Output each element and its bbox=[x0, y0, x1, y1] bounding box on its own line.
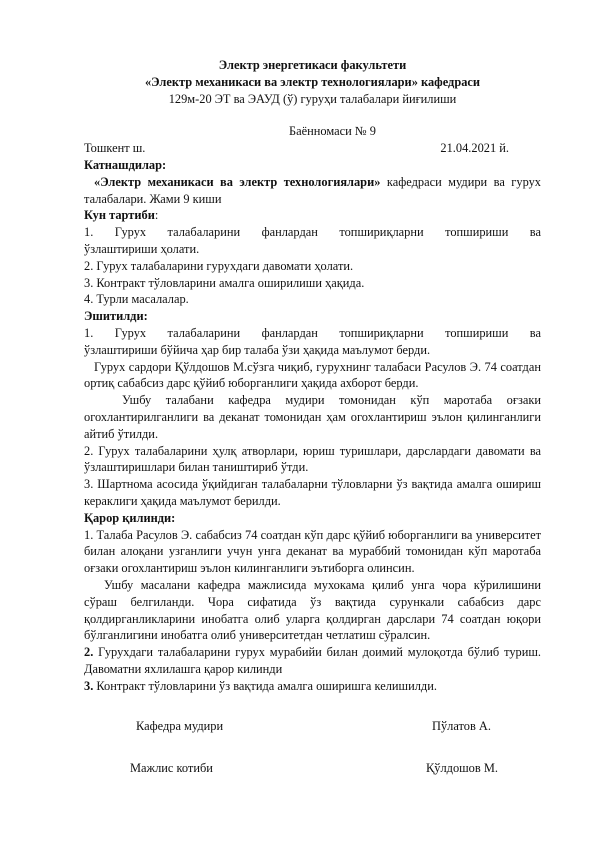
meeting-heading: 129м-20 ЭТ ва ЭАУД (ў) гуруҳи талабалари йиғилиши bbox=[168, 91, 457, 106]
decision-paragraph: 1. Талаба Расулов Э. сабабсиз 74 соатдан кўп дарс қўйиб юборганлиги ва университет билан алоқани узганлиги учун унга деканат ва мураббий томонидан кўп маротаба оғзаки огохлантириш эълон килинганлиги эътиборга олинсин. bbox=[84, 527, 541, 576]
agenda-item: ўзлаштириши ҳолати. bbox=[84, 241, 200, 256]
signature-secretary bbox=[84, 760, 541, 780]
signature-head bbox=[84, 718, 541, 738]
spacer bbox=[84, 738, 541, 760]
secretary-name: Қўлдошов М. bbox=[426, 761, 498, 776]
department-name: «Электр механикаси ва электр технологиялари» bbox=[94, 174, 381, 189]
decision-paragraph: Ушбу масалани кафедра мажлисида мухокама қилиб унга чора кўрилишини сўраш белгиланди. Чора сифатида ўз вақтида сурункали сабабсиз дарс қолдирганликларини инобатга олиб уларга қолдирган дарслари 74 соатдан юқори бўлганлигини инобатга олиб университетдан четлатиш сўралсин. bbox=[84, 577, 541, 643]
place: Тошкент ш. bbox=[84, 141, 146, 156]
heard-paragraph: 2. Гурух талабаларини ҳулқ атворлари, юриш туришлари, дарслардаги давомати ва ўзлаштиришлари билан таништириб ўтди. bbox=[84, 443, 541, 475]
faculty-heading: Электр энергетикаси факультети bbox=[218, 58, 407, 72]
attendees-text bbox=[84, 174, 541, 208]
place-date-row bbox=[84, 140, 541, 157]
decision-heading: Қарор қилинди: bbox=[84, 510, 176, 525]
agenda-item: 4. Турли масалалар. bbox=[84, 292, 189, 307]
heard-paragraph: Ушбу талабани кафедра мудири томонидан кўп маротаба оғзаки огохлантирилганлиги ва деканат томонидан ҳам огохлантириш эълон қилинганлиги айтиб ўтилди. bbox=[84, 393, 541, 441]
heard-paragraph: Гурух сардори Қўлдошов М.сўзга чиқиб, гурухнинг талабаси Расулов Э. 74 соатдан ортиқ сабабсиз дарс қўйиб юборганлиги ҳақида ахборот берди. bbox=[84, 359, 541, 391]
protocol-title: Баённомаси № 9 bbox=[289, 124, 376, 139]
secretary-title: Мажлис котиби bbox=[130, 761, 213, 776]
spacer bbox=[84, 694, 541, 718]
decision-item: 2. Гурухдаги талабаларини гурух мурабийи билан доимий мулоқотда бўлиб туриш. Давоматни яхлилашга қарор килинди bbox=[84, 645, 541, 676]
heard-paragraph: 3. Шартнома асосида ўқийдиган талабаларни тўловларни ўз вақтида амалга ошириш кераклиги ҳақида маълумот берилди. bbox=[84, 477, 541, 508]
agenda-item: 2. Гурух талабаларини гурухдаги давомати ҳолати. bbox=[84, 258, 354, 273]
head-name: Пўлатов А. bbox=[432, 719, 491, 734]
spacer bbox=[84, 107, 541, 123]
department-heading: «Электр механикаси ва электр технологиялари» кафедраси bbox=[144, 74, 481, 89]
date: 21.04.2021 й. bbox=[440, 141, 509, 156]
decision-item: 3. Контракт тўловларини ўз вақтида амалга оширишга келишилди. bbox=[84, 678, 437, 693]
heard-line: ўзлаштириши бўйича ҳар бир талаба ўзи ҳақида маълумот берди. bbox=[84, 342, 431, 357]
agenda-item: 1. Гурух талабаларини фанлардан топшириқларни топшириши ва bbox=[84, 225, 541, 240]
agenda-item: 3. Контракт тўловларини амалга оширилиши ҳақида. bbox=[84, 275, 365, 290]
attendees-rest: кафедраси мудири ва гурух талабалари. Жами 9 киши bbox=[84, 174, 541, 206]
agenda-heading: Кун тартиби: bbox=[84, 208, 159, 223]
attendees-heading: Катнашдилар: bbox=[84, 157, 167, 172]
head-title: Кафедра мудири bbox=[136, 719, 224, 734]
heard-line: 1. Гурух талабаларини фанлардан топшириқларни топшириши ва bbox=[84, 325, 541, 340]
heard-heading: Эшитилди: bbox=[84, 309, 148, 324]
